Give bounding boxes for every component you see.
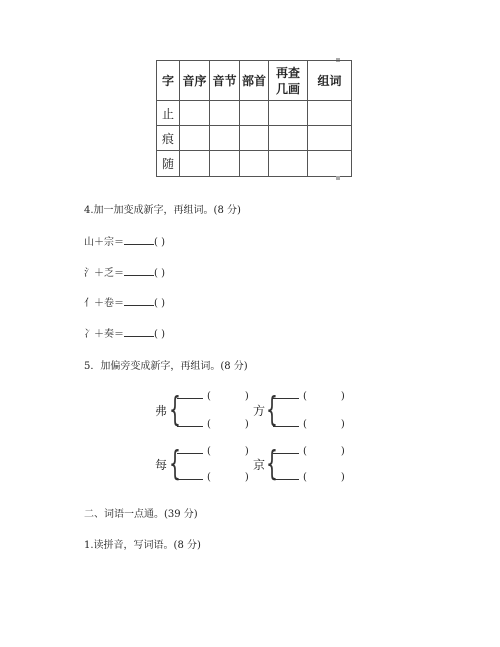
word-paren: ( ) xyxy=(154,329,165,340)
q4-expression: 氵＋乏＝ xyxy=(84,268,124,279)
word-paren-open: ( xyxy=(207,391,211,402)
section-2-title: 二、词语一点通。(39 分) xyxy=(84,509,198,520)
table-row xyxy=(157,126,352,151)
left-brace: { xyxy=(169,390,181,430)
answer-blank[interactable] xyxy=(177,469,203,480)
radical-base: 京 xyxy=(253,458,266,472)
q4-item-2 xyxy=(84,264,165,279)
cell-blank[interactable] xyxy=(180,126,210,151)
word-paren: ( ) xyxy=(154,268,165,279)
cell-blank[interactable] xyxy=(210,151,240,177)
q5-title: 5．加偏旁变成新字，再组词。(8 分) xyxy=(84,361,248,372)
answer-blank[interactable] xyxy=(124,234,154,245)
word-paren-open: ( xyxy=(207,446,211,457)
radical-line xyxy=(177,388,249,402)
cell-blank[interactable] xyxy=(240,101,269,126)
word-paren-open: ( xyxy=(303,391,307,402)
q4-expression: 冫＋奏＝ xyxy=(84,329,124,340)
table-handle-bottom xyxy=(336,176,340,180)
header-yinjie: 音节 xyxy=(210,61,240,101)
cell-blank[interactable] xyxy=(210,101,240,126)
header-char: 字 xyxy=(157,61,180,101)
word-paren-open: ( xyxy=(303,419,307,430)
q1-title: 1.读拼音，写词语。(8 分) xyxy=(84,540,201,551)
table-header-row xyxy=(157,61,352,101)
radical-line xyxy=(273,388,345,402)
q4-item-3 xyxy=(84,294,165,309)
word-paren-close: ) xyxy=(340,419,345,430)
word-paren-open: ( xyxy=(303,472,307,483)
answer-blank[interactable] xyxy=(273,443,299,454)
cell-blank[interactable] xyxy=(180,151,210,177)
word-paren-open: ( xyxy=(303,446,307,457)
cell-blank[interactable] xyxy=(308,151,352,177)
answer-blank[interactable] xyxy=(124,295,154,306)
answer-blank[interactable] xyxy=(273,416,299,427)
word-paren-close: ) xyxy=(340,391,345,402)
cell-blank[interactable] xyxy=(269,126,308,151)
left-brace: { xyxy=(266,390,278,430)
table-row xyxy=(157,151,352,177)
answer-blank[interactable] xyxy=(273,388,299,399)
left-brace: { xyxy=(266,444,278,484)
word-paren-close: ) xyxy=(340,446,345,457)
answer-blank[interactable] xyxy=(273,469,299,480)
word-paren: ( ) xyxy=(154,237,165,248)
cell-blank[interactable] xyxy=(269,101,308,126)
word-paren-close: ) xyxy=(244,419,249,430)
radical-base: 方 xyxy=(253,404,266,418)
row-char: 痕 xyxy=(157,126,180,151)
cell-blank[interactable] xyxy=(180,101,210,126)
word-paren-close: ) xyxy=(244,472,249,483)
q4-expression: 山＋宗＝ xyxy=(84,237,124,248)
row-char: 止 xyxy=(157,101,180,126)
header-zaicha xyxy=(269,61,308,101)
word-paren: ( ) xyxy=(154,298,165,309)
q4-title: 4.加一加变成新字，再组词。(8 分) xyxy=(84,205,241,216)
radical-line xyxy=(273,469,345,483)
cell-blank[interactable] xyxy=(240,151,269,177)
header-zaicha-line2: 几画 xyxy=(275,81,300,96)
row-char: 随 xyxy=(157,151,180,177)
cell-blank[interactable] xyxy=(240,126,269,151)
cell-blank[interactable] xyxy=(308,126,352,151)
cell-blank[interactable] xyxy=(210,126,240,151)
char-lookup-table xyxy=(156,60,352,177)
radical-line xyxy=(273,416,345,430)
header-zuci: 组词 xyxy=(308,61,352,101)
answer-blank[interactable] xyxy=(177,443,203,454)
answer-blank[interactable] xyxy=(124,326,154,337)
radical-line xyxy=(273,443,345,457)
word-paren-open: ( xyxy=(207,419,211,430)
cell-blank[interactable] xyxy=(308,101,352,126)
left-brace: { xyxy=(169,444,181,484)
radical-line xyxy=(177,416,249,430)
q4-item-4 xyxy=(84,325,165,340)
radical-base: 每 xyxy=(155,458,168,472)
word-paren-open: ( xyxy=(207,472,211,483)
header-zaicha-line1: 再查 xyxy=(275,65,300,80)
cell-blank[interactable] xyxy=(269,151,308,177)
word-paren-close: ) xyxy=(244,391,249,402)
header-yinxu: 音序 xyxy=(180,61,210,101)
word-paren-close: ) xyxy=(244,446,249,457)
answer-blank[interactable] xyxy=(124,265,154,276)
answer-blank[interactable] xyxy=(177,416,203,427)
table-row xyxy=(157,101,352,126)
word-paren-close: ) xyxy=(340,472,345,483)
header-bushou: 部首 xyxy=(240,61,269,101)
answer-blank[interactable] xyxy=(177,388,203,399)
radical-base: 弗 xyxy=(155,404,168,418)
radical-line xyxy=(177,469,249,483)
q4-expression: 亻＋卷＝ xyxy=(84,298,124,309)
q4-item-1 xyxy=(84,233,165,248)
radical-line xyxy=(177,443,249,457)
